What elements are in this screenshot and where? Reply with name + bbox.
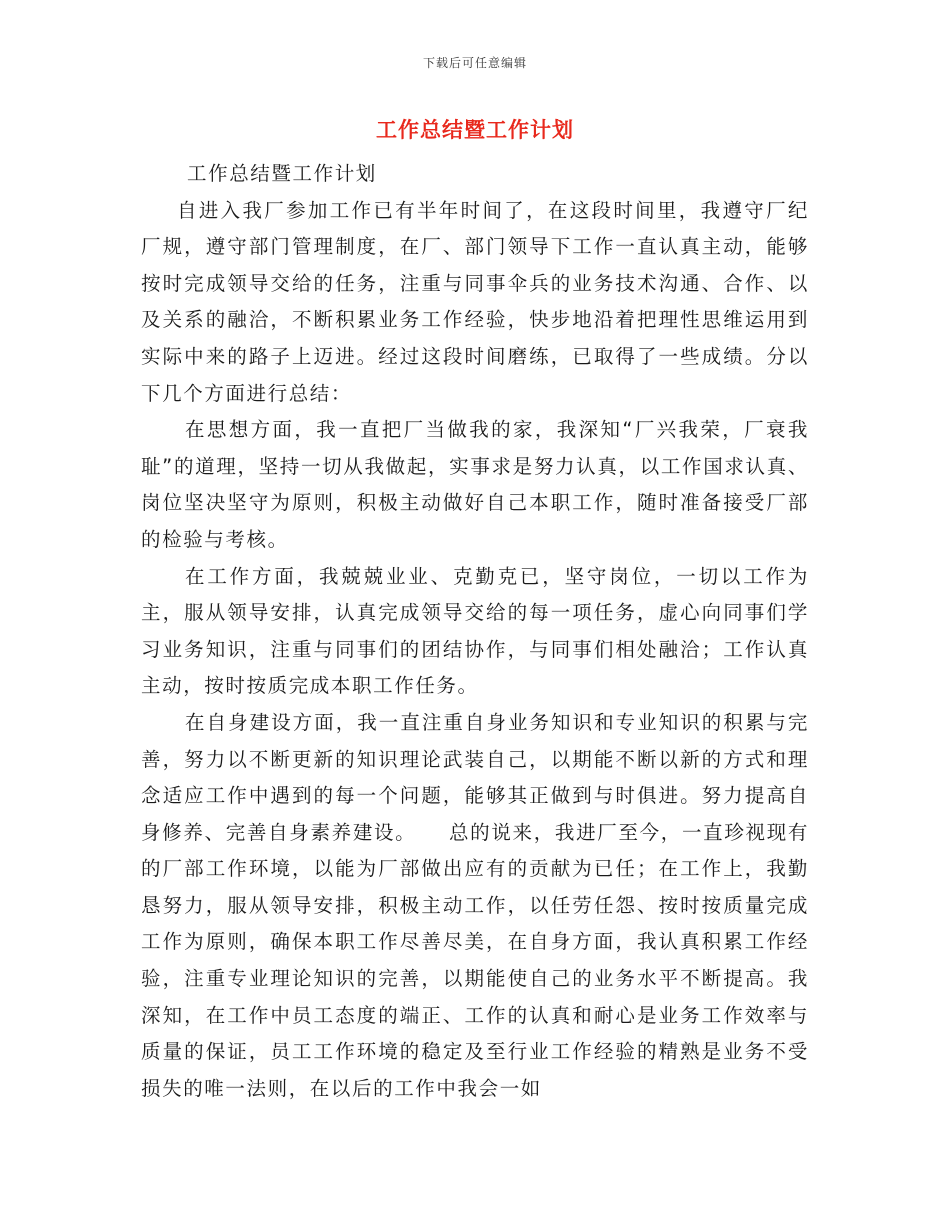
- document-title: 工作总结暨工作计划: [376, 118, 574, 142]
- header-note: 下载后可任意编辑: [422, 56, 527, 70]
- paragraph-thought: 在思想方面，我一直把厂当做我的家，我深知“厂兴我荣，厂衰我耻”的道理，坚持一切从我做起，实事求是努力认真，以工作国求认真、岗位坚决坚守为原则，积极主动做好自己本职工作，随时准备接受厂部的检验与考核。: [141, 418, 809, 551]
- document-body: [141, 156, 809, 1107]
- paragraph-intro: 自进入我厂参加工作已有半年时间了，在这段时间里，我遵守厂纪厂规，遵守部门管理制度，在厂、部门领导下工作一直认真主动，能够按时完成领导交给的任务，注重与同事伞兵的业务技术沟通、合作、以及关系的融洽，不断积累业务工作经验，快步地沿着把理性思维运用到实际中来的路子上迈进。经过这段时间磨练，已取得了一些成绩。分以下几个方面进行总结：: [141, 198, 809, 405]
- paragraph-self-development: 在自身建设方面，我一直注重自身业务知识和专业知识的积累与完善，努力以不断更新的知识理论武装自己，以期能不断以新的方式和理念适应工作中遇到的每一个问题，能够其正做到与时俱进。努力提高自身修养、完善自身素养建设。 总的说来，我进厂至今，一直珍视现有的厂部工作环境，以能为厂部做出应有的贡献为已任；在工作上，我勤恳努力，服从领导安排，积极主动工作，以任劳任怨、按时按质量完成工作为原则，确保本职工作尽善尽美，在自身方面，我认真积累工作经验，注重专业理论知识的完善，以期能使自己的业务水平不断提高。我深知，在工作中员工态度的端正、工作的认真和耐心是业务工作效率与质量的保证，员工工作环境的稳定及至行业工作经验的精熟是业务不受损失的唯一法则，在以后的工作中我会一如: [141, 710, 809, 1100]
- paragraph-work: 在工作方面，我兢兢业业、克勤克已，坚守岗位，一切以工作为主，服从领导安排，认真完成领导交给的每一项任务，虚心向同事们学习业务知识，注重与同事们的团结协作，与同事们相处融洽；工作认真主动，按时按质完成本职工作任务。: [141, 564, 809, 698]
- document-subtitle: 工作总结暨工作计划: [187, 162, 377, 185]
